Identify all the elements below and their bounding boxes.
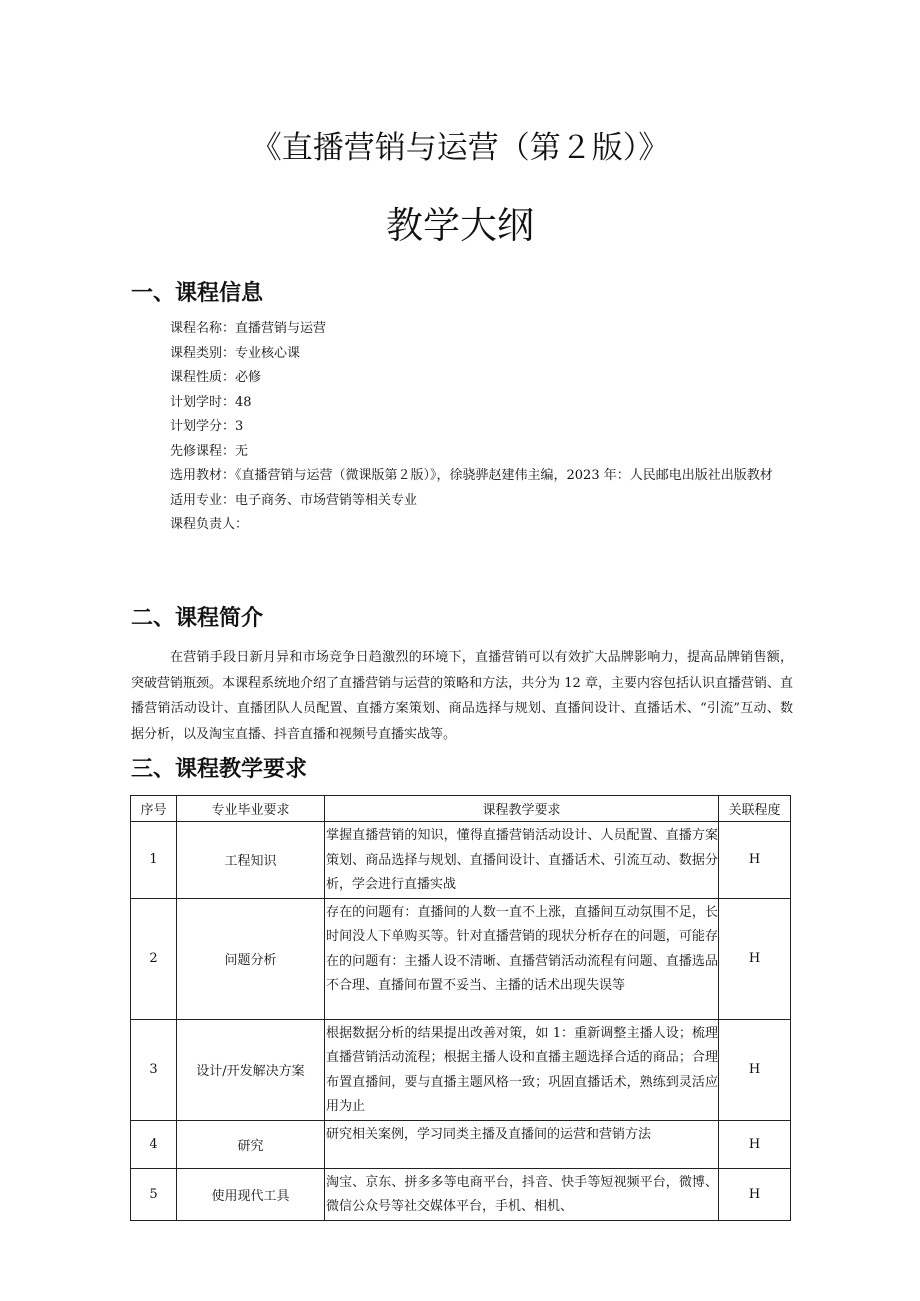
row-no: 2 xyxy=(131,898,177,1019)
row-no: 1 xyxy=(131,822,177,899)
info-planned-hours: 计划学时：48 xyxy=(170,394,252,410)
info-course-name: 课程名称：直播营销与运营 xyxy=(170,321,327,336)
info-course-lead: 课程负责人： xyxy=(170,517,249,532)
section-heading-course-intro: 二、课程简介 xyxy=(131,606,264,631)
row-correlation: H xyxy=(719,822,791,899)
document-title: 《直播营销与运营（第２版）》 xyxy=(250,130,670,166)
header-correlation: 关联程度 xyxy=(719,796,791,822)
header-teaching-requirement: 课程教学要求 xyxy=(325,796,719,822)
requirements-table xyxy=(130,795,791,1221)
row-graduation-requirement: 设计/开发解决方案 xyxy=(177,1019,325,1120)
row-correlation: H xyxy=(719,898,791,1019)
table-row xyxy=(131,898,791,1019)
section-heading-course-info: 一、课程信息 xyxy=(131,281,264,306)
row-correlation: H xyxy=(719,1120,791,1168)
section-heading-teaching-requirements: 三、课程教学要求 xyxy=(131,757,308,782)
row-correlation: H xyxy=(719,1019,791,1120)
info-course-nature: 课程性质：必修 xyxy=(170,370,262,385)
header-no: 序号 xyxy=(131,796,177,822)
info-textbook: 选用教材：《直播营销与运营（微课版第２版）》，徐骁骅赵建伟主编，2023 年：人民邮电出版社出版教材 xyxy=(170,468,773,483)
table-row xyxy=(131,1168,791,1220)
header-graduation-requirement: 专业毕业要求 xyxy=(177,796,325,822)
info-planned-credits: 计划学分：3 xyxy=(170,419,244,434)
row-graduation-requirement: 使用现代工具 xyxy=(177,1168,325,1220)
row-teaching-requirement: 掌握直播营销的知识，懂得直播营销活动设计、人员配置、直播方案策划、商品选择与规划、直播间设计、直播话术、引流互动、数据分析，学会进行直播实战 xyxy=(325,822,719,899)
row-teaching-requirement: 存在的问题有：直播间的人数一直不上涨，直播间互动氛围不足，长时间没人下单购买等。针对直播营销的现状分析存在的问题，可能存在的问题有：主播人设不清晰、直播营销活动流程有问题、直播选品不合理、直播间布置不妥当、主播的话术出现失误等 xyxy=(325,898,719,1019)
row-correlation: H xyxy=(719,1168,791,1220)
info-course-category: 课程类别：专业核心课 xyxy=(170,345,301,361)
row-teaching-requirement: 根据数据分析的结果提出改善对策，如 1：重新调整主播人设；梳理直播营销活动流程；根据主播人设和直播主题选择合适的商品；合理布置直播间，要与直播主题风格一致；巩固直播话术，熟练到灵活应用为止 xyxy=(325,1019,719,1120)
row-no: 3 xyxy=(131,1019,177,1120)
info-majors: 适用专业：电子商务、市场营销等相关专业 xyxy=(170,492,418,508)
table-row xyxy=(131,1019,791,1120)
course-info-list xyxy=(131,317,793,538)
row-teaching-requirement: 研究相关案例，学习同类主播及直播间的运营和营销方法 xyxy=(325,1120,719,1168)
row-graduation-requirement: 问题分析 xyxy=(177,898,325,1019)
document-subtitle: 教学大纲 xyxy=(386,204,534,247)
row-teaching-requirement: 淘宝、京东、拼多多等电商平台，抖音、快手等短视频平台，微博、微信公众号等社交媒体平台，手机、相机、 xyxy=(325,1168,719,1220)
table-header-row xyxy=(131,796,791,822)
course-intro-paragraph: 在营销手段日新月异和市场竞争日趋激烈的环境下，直播营销可以有效扩大品牌影响力，提高品牌销售额，突破营销瓶颈。本课程系统地介绍了直播营销与运营的策略和方法，共分为 12 章，主要内容包括认识直播营销、直播营销活动设计、直播团队人员配置、直播方案策划、商品选择与规划、直播间设计、直播话术、“引流”互动、数据分析，以及淘宝直播、抖音直播和视频号直播实战等。 xyxy=(131,650,793,742)
info-prerequisites: 先修课程：无 xyxy=(170,443,249,459)
row-no: 5 xyxy=(131,1168,177,1220)
row-no: 4 xyxy=(131,1120,177,1168)
row-graduation-requirement: 研究 xyxy=(177,1120,325,1168)
table-row xyxy=(131,822,791,899)
table-row xyxy=(131,1120,791,1168)
row-graduation-requirement: 工程知识 xyxy=(177,822,325,899)
